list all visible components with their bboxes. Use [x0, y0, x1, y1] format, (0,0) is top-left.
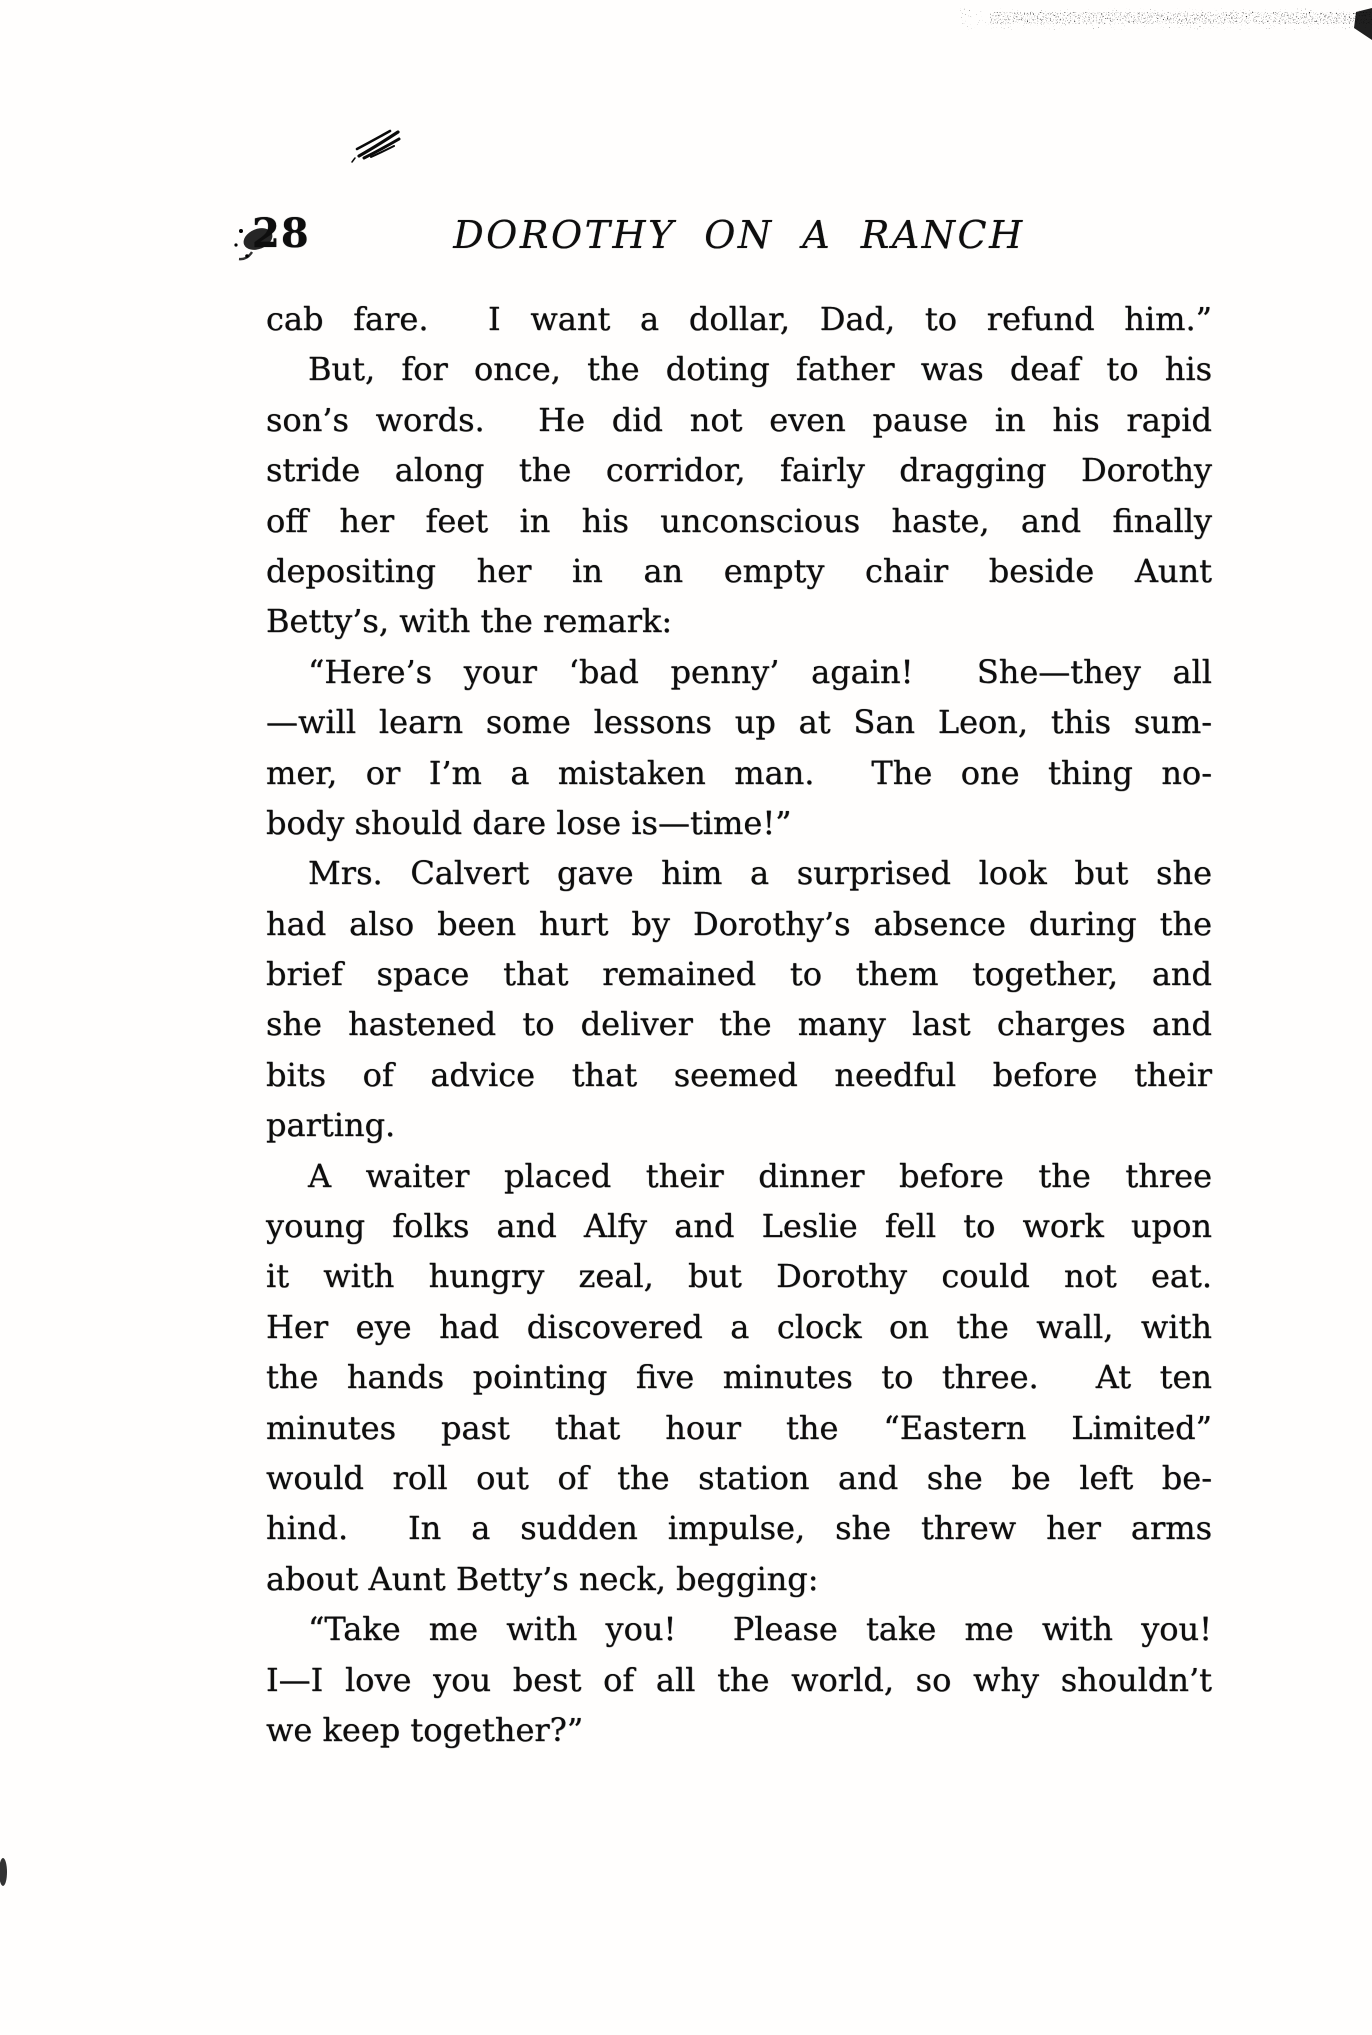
text-line: —will learn some lessons up at San Leon, this sum- [266, 703, 1212, 742]
text-line: body should dare lose is—time!” [266, 803, 792, 842]
text-line: Her eye had discovered a clock on the wall, with [266, 1307, 1212, 1346]
top-right-scan-shadow [690, 0, 1372, 160]
text-line: But, for once, the doting father was deaf to his [308, 350, 1212, 389]
text-line: brief space that remained to them together, and [266, 955, 1212, 994]
text-line: the hands pointing five minutes to three. At ten [266, 1358, 1212, 1397]
text-line: son’s words. He did not even pause in his rapid [266, 400, 1212, 439]
text-line: about Aunt Betty’s neck, begging: [266, 1559, 819, 1598]
text-line: bits of advice that seemed needful before their [266, 1055, 1212, 1094]
text-line: “Take me with you! Please take me with you! [308, 1610, 1212, 1649]
page-header [0, 212, 1372, 258]
text-line: Mrs. Calvert gave him a surprised look but she [308, 854, 1212, 893]
text-line: I—I love you best of all the world, so why shouldn’t [266, 1660, 1212, 1699]
text-line: cab fare. I want a dollar, Dad, to refund him.” [266, 300, 1212, 338]
text-line: would roll out of the station and she be left be- [266, 1458, 1212, 1497]
text-line: depositing her in an empty chair beside Aunt [266, 551, 1212, 590]
text-line: young folks and Alfy and Leslie fell to work upon [266, 1207, 1212, 1246]
text-line: “Here’s your ‘bad penny’ again! She—they all [308, 652, 1212, 691]
text-line: stride along the corridor, fairly dragging Dorothy [266, 451, 1212, 490]
text-line: we keep together?” [266, 1710, 584, 1749]
text-line: off her feet in his unconscious haste, and finally [266, 501, 1212, 540]
text-line: had also been hurt by Dorothy’s absence during the [266, 904, 1212, 943]
text-line: it with hungry zeal, but Dorothy could not eat. [266, 1257, 1212, 1296]
page-number: 28 [252, 210, 310, 257]
text-line: A waiter placed their dinner before the three [308, 1156, 1212, 1195]
text-line: minutes past that hour the “Eastern Limited” [266, 1408, 1212, 1447]
text-line: mer, or I’m a mistaken man. The one thing no- [266, 753, 1212, 792]
text-line: Betty’s, with the remark: [266, 602, 673, 641]
text-line: she hastened to deliver the many last charges and [266, 1005, 1212, 1044]
body-text [266, 294, 1212, 1755]
running-title: DOROTHY ON A RANCH [453, 213, 1025, 257]
text-line: parting. [266, 1106, 396, 1145]
text-line: hind. In a sudden impulse, she threw her arms [266, 1509, 1212, 1548]
